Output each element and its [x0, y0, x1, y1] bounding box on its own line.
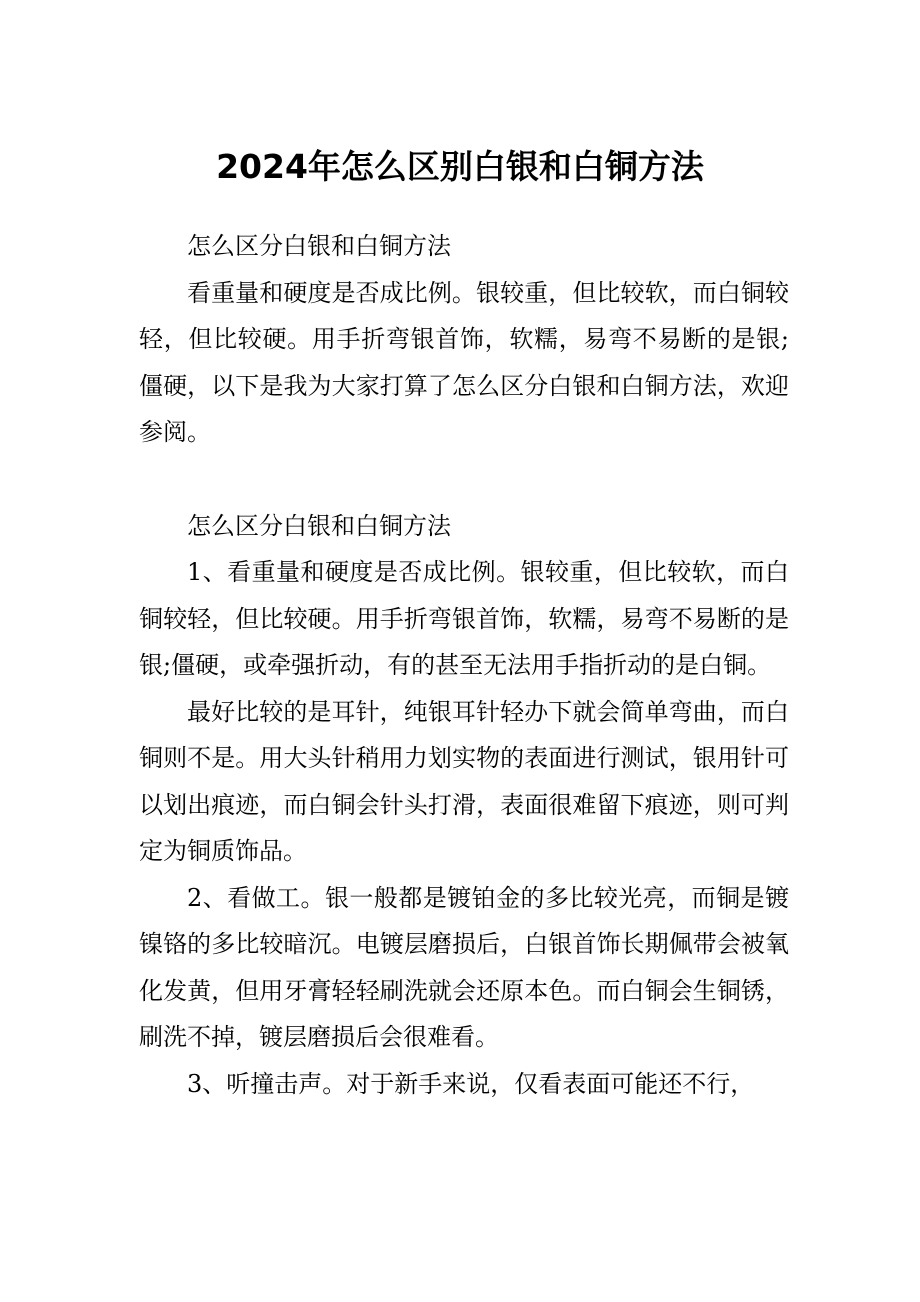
- document-title: 2024年怎么区别白银和白铜方法: [216, 147, 704, 186]
- paragraph-weight-hardness: 1、看重量和硬度是否成比例。银较重，但比较软，而白铜较轻，但比较硬。用手折弯银首饰，软糯，易弯不易断的是银;僵硬，或牵强折动，有的甚至无法用手指折动的是白铜。: [139, 558, 789, 679]
- document-body: [139, 223, 789, 1107]
- paragraph-spacer: [139, 456, 789, 503]
- paragraph-craftsmanship: 2、看做工。银一般都是镀铂金的多比较光亮，而铜是镀镍铬的多比较暗沉。电镀层磨损后，白银首饰长期佩带会被氧化发黄，但用牙膏轻轻刷洗就会还原本色。而白铜会生铜锈，刷洗不掉，镀层磨损后会很难看。: [139, 883, 789, 1051]
- paragraph-sound: 3、听撞击声。对于新手来说，仅看表面可能还不行，: [187, 1069, 755, 1098]
- intro-paragraph: 看重量和硬度是否成比例。银较重，但比较软，而白铜较轻，但比较硬。用手折弯银首饰，软糯，易弯不易断的是银;僵硬，以下是我为大家打算了怎么区分白银和白铜方法，欢迎参阅。: [139, 278, 789, 446]
- section-heading: 怎么区分白银和白铜方法: [187, 511, 451, 540]
- intro-heading: 怎么区分白银和白铜方法: [187, 232, 451, 260]
- paragraph-ear-pin: 最好比较的是耳针，纯银耳针轻办下就会简单弯曲，而白铜则不是。用大头针稍用力划实物的表面进行测试，银用针可以划出痕迹，而白铜会针头打滑，表面很难留下痕迹，则可判定为铜质饰品。: [139, 697, 789, 865]
